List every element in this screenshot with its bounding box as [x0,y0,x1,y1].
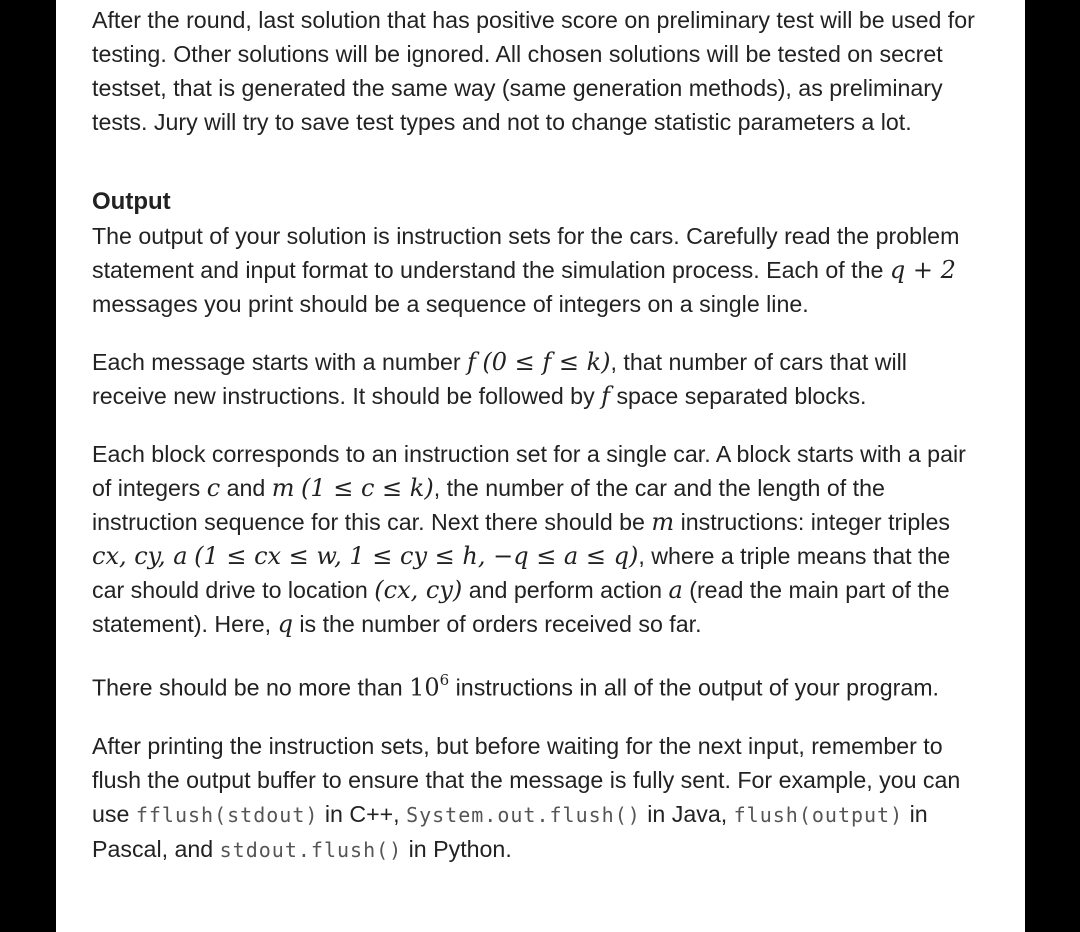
p3-text-e: , where a triple means that the car should drive to location [92,543,951,603]
p5-text-d: in Pascal, and [92,800,928,862]
code-python-flush: stdout.flush() [219,837,403,862]
p3-math-5: cx, cy, a [92,542,188,570]
output-paragraph-3 [92,437,982,641]
output-heading: Output [92,188,171,215]
statement-page [56,0,1025,932]
p3-math-3: (1 ≤ c ≤ k) [300,474,434,502]
output-paragraph-5 [92,729,982,867]
code-java-flush: System.out.flush() [406,802,641,827]
intro-text: After the round, last solution that has positive score on preliminary test will be used for testing. Other solutions will be ignored. All chosen solutions will be tested on secret testset, that is generated the same way (same generation methods), as preliminary tests. Jury will try to save test types and not to change statistic parameters a lot. [92,7,975,135]
p2-text-a: Each message starts with a number [92,349,468,375]
output-paragraph-4 [92,665,982,705]
section-gap [92,163,982,185]
p4-power-exponent: 6 [439,671,450,689]
code-pascal-flush: flush(output) [733,802,904,827]
p3-text-h: is the number of orders received so far. [292,611,702,637]
statement-content [92,3,982,867]
p3-text-b: and [220,475,272,501]
p5-text-a: After printing the instruction sets, but before waiting for the next input, remember to flush the output buffer to ensure that the message is fully sent. For example, you can use [92,732,961,827]
p3-math-8: a [668,576,683,604]
code-cpp-flush: fflush(stdout) [135,802,319,827]
intro-paragraph [92,3,982,139]
p3-math-1: c [206,474,221,502]
p2-math-3: f [601,382,610,410]
p1-math: q + 2 [889,256,956,284]
p3-text-d: instructions: integer triples [674,509,950,535]
p2-text-c: space separated blocks. [610,383,867,409]
p4-text-b: instructions in all of the output of your program. [449,674,939,701]
p3-text-a: Each block corresponds to an instruction set for a single car. A block starts with a pair of integers [92,441,966,501]
p5-text-b: in C++, [318,800,407,827]
p2-text-b: , that number of cars that will receive new instructions. It should be followed by [92,349,907,409]
p5-text-c: in Java, [640,800,734,827]
p1-text-a: The output of your solution is instruction sets for the cars. Carefully read the problem statement and input format to understand the simulation process. Each of the [92,223,960,283]
p3-math-7: (cx, cy) [374,576,463,604]
p3-math-9: q [277,610,293,638]
p3-math-2: m [271,474,295,502]
p1-text-b: messages you print should be a sequence of integers on a single line. [92,291,809,317]
p3-math-4: m [651,508,675,536]
p2-math-2: (0 ≤ f ≤ k) [482,348,611,376]
p4-text-a: There should be no more than [92,674,410,701]
p3-text-c: , the number of the car and the length of the instruction sequence for this car. Next there should be [92,475,885,535]
p2-math-1: f [467,348,476,376]
p5-text-e: in Python. [402,835,512,862]
output-paragraph-2 [92,345,982,413]
p3-text-f: and perform action [462,577,669,603]
output-paragraph-1 [92,219,982,321]
p3-text-g: (read the main part of the statement). Here, [92,577,950,637]
p4-power-base: 10 [409,673,440,702]
p3-math-6: (1 ≤ cx ≤ w, 1 ≤ cy ≤ h, −q ≤ a ≤ q) [194,542,639,570]
